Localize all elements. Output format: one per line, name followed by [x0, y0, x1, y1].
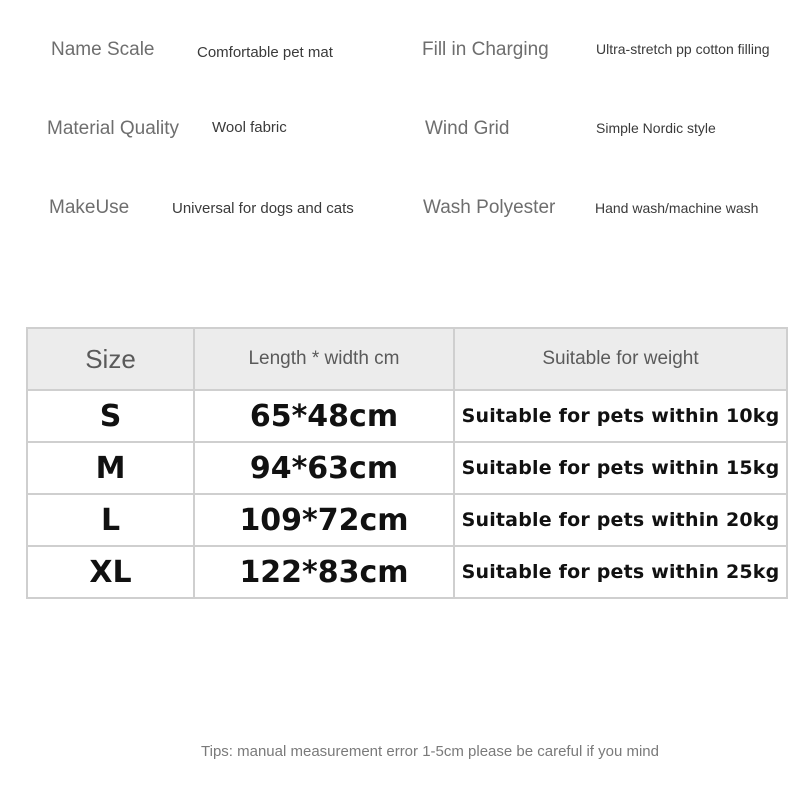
weight-cell: Suitable for pets within 20kg [454, 494, 787, 546]
dimensions-cell: 94*63cm [194, 442, 454, 494]
dimensions-cell: 122*83cm [194, 546, 454, 598]
size-cell: XL [27, 546, 194, 598]
spec-label-wind-grid: Wind Grid [425, 118, 510, 139]
spec-value-wind-grid: Simple Nordic style [596, 120, 716, 136]
spec-value-makeuse: Universal for dogs and cats [172, 200, 354, 217]
table-row [27, 494, 787, 546]
measurement-tip: Tips: manual measurement error 1-5cm please be careful if you mind [201, 743, 659, 760]
size-cell: S [27, 390, 194, 442]
spec-value-name-scale: Comfortable pet mat [197, 44, 333, 61]
header-size: Size [27, 328, 194, 390]
spec-value-material: Wool fabric [212, 119, 287, 136]
spec-label-wash: Wash Polyester [423, 197, 556, 218]
spec-value-wash: Hand wash/machine wash [595, 200, 759, 216]
dimensions-cell: 65*48cm [194, 390, 454, 442]
spec-label-makeuse: MakeUse [49, 197, 130, 218]
dimensions-cell: 109*72cm [194, 494, 454, 546]
table-header-row [27, 328, 787, 390]
weight-cell: Suitable for pets within 10kg [454, 390, 787, 442]
spec-label-fill: Fill in Charging [422, 39, 549, 60]
header-dimensions: Length * width cm [194, 328, 454, 390]
weight-cell: Suitable for pets within 25kg [454, 546, 787, 598]
table-row [27, 390, 787, 442]
spec-value-fill: Ultra-stretch pp cotton filling [596, 41, 770, 57]
size-cell: M [27, 442, 194, 494]
weight-cell: Suitable for pets within 15kg [454, 442, 787, 494]
spec-label-material: Material Quality [47, 118, 179, 139]
header-weight: Suitable for weight [454, 328, 787, 390]
table-row [27, 442, 787, 494]
spec-label-name-scale: Name Scale [51, 39, 155, 60]
size-cell: L [27, 494, 194, 546]
size-table [26, 327, 788, 599]
table-row [27, 546, 787, 598]
